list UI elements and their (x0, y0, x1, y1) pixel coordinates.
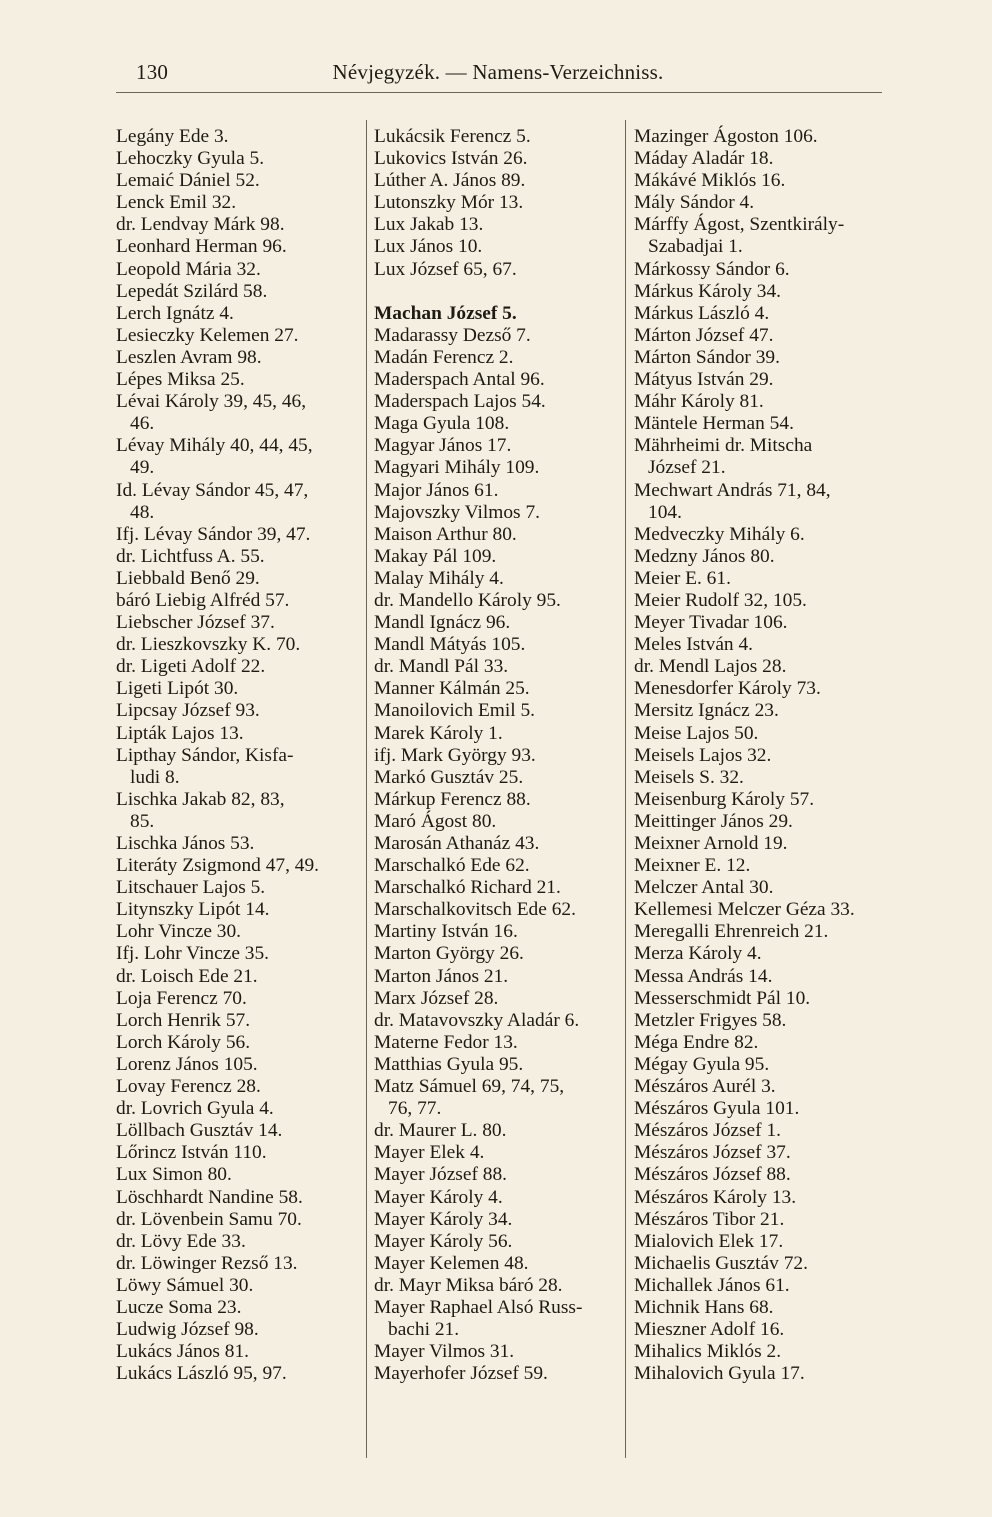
directory-entry: Michallek János 61. (634, 1274, 790, 1296)
directory-entry: Lenck Emil 32. (116, 192, 237, 214)
directory-entry: Ifj. Lévay Sándor 39, 47. (116, 523, 311, 545)
page-title: Névjegyzék. — Namens-Verzeichniss. (332, 60, 664, 84)
directory-entry: Lőrincz István 110. (116, 1142, 267, 1164)
directory-entry: Meixner Arnold 19. (634, 833, 788, 854)
directory-entry: Mandl Ignácz 96. (374, 612, 511, 634)
directory-entry: Löwy Sámuel 30. (116, 1274, 254, 1296)
directory-entry: Id. Lévay Sándor 45, 47, (116, 479, 309, 501)
directory-entry: Manner Kálmán 25. (374, 678, 530, 700)
directory-entry: Malay Mihály 4. (374, 567, 504, 589)
directory-entry-continuation: 104. (648, 501, 682, 523)
directory-entry: Mayer Károly 4. (374, 1186, 503, 1208)
directory-entry: Matthias Gyula 95. (374, 1053, 524, 1075)
directory-entry: Mayer József 88. (374, 1164, 507, 1186)
directory-entry: Löllbach Gusztáv 14. (116, 1120, 283, 1142)
directory-entry: Lucze Soma 23. (116, 1296, 242, 1318)
directory-entry: Marosán Athanáz 43. (374, 833, 540, 854)
directory-entry: Mandl Mátyás 105. (374, 634, 526, 656)
directory-entry: dr. Lichtfuss A. 55. (116, 545, 265, 567)
page-header (116, 56, 880, 86)
directory-entry: dr. Loisch Ede 21. (116, 965, 258, 987)
directory-entry: Melczer Antal 30. (634, 877, 774, 899)
directory-entry-continuation: Szabadjai 1. (648, 236, 743, 258)
directory-entry: Márton József 47. (634, 324, 774, 346)
directory-entry: Mátyus István 29. (634, 369, 774, 391)
directory-entry: Merza Károly 4. (634, 943, 762, 965)
directory-entry: Lesieczky Kelemen 27. (116, 324, 299, 346)
directory-column-2 (374, 126, 626, 1385)
directory-entry: Ludwig József 98. (116, 1319, 259, 1341)
directory-entry: Loja Ferencz 70. (116, 987, 247, 1009)
directory-entry: dr. Lovrich Gyula 4. (116, 1098, 274, 1120)
directory-entry: Markó Gusztáv 25. (374, 766, 524, 788)
directory-entry: Maison Arthur 80. (374, 523, 517, 545)
directory-entry: Mákávé Miklós 16. (634, 170, 786, 192)
directory-entry-continuation: 49. (130, 457, 155, 479)
directory-entry: Lischka Jakab 82, 83, (116, 788, 285, 810)
directory-entry: Mayer Raphael Alsó Russ- (374, 1296, 583, 1318)
directory-entry: Mészáros Gyula 101. (634, 1098, 800, 1120)
directory-entry: Madán Ferencz 2. (374, 346, 514, 368)
directory-entry: Lemaić Dániel 52. (116, 170, 260, 192)
directory-entry: Márton Sándor 39. (634, 346, 780, 368)
directory-entry: Michnik Hans 68. (634, 1296, 774, 1318)
directory-entry: dr. Ligeti Adolf 22. (116, 656, 266, 678)
directory-entry: Mayer Károly 56. (374, 1230, 513, 1252)
directory-entry: Manoilovich Emil 5. (374, 700, 536, 722)
directory-entry: Marek Károly 1. (374, 722, 503, 744)
directory-entry: Mersitz Ignácz 23. (634, 700, 779, 722)
directory-entry: Lux Jakab 13. (374, 214, 484, 236)
directory-entry: Leszlen Avram 98. (116, 346, 262, 368)
directory-entry: Méga Endre 82. (634, 1031, 759, 1053)
directory-entry: Marx József 28. (374, 987, 499, 1009)
directory-entry: Lux József 65, 67. (374, 258, 517, 280)
directory-entry: dr. Löwinger Rezső 13. (116, 1252, 298, 1274)
directory-entry: Lovay Ferencz 28. (116, 1076, 261, 1098)
directory-entry: dr. Mendl Lajos 28. (634, 656, 787, 678)
directory-entry: Litynszky Lipót 14. (116, 899, 270, 921)
directory-entry: Major János 61. (374, 479, 499, 501)
directory-entry: Liebbald Benő 29. (116, 567, 260, 589)
directory-entry: ifj. Mark György 93. (374, 744, 536, 766)
directory-entry: Matz Sámuel 69, 74, 75, (374, 1076, 565, 1098)
directory-entry: Lorenz János 105. (116, 1053, 258, 1075)
directory-entry-continuation: 85. (130, 810, 155, 832)
directory-entry: Marschalkó Ede 62. (374, 855, 530, 877)
directory-entry: Mayer Elek 4. (374, 1142, 485, 1164)
directory-entry: Mayer Vilmos 31. (374, 1341, 515, 1363)
directory-entry: Leopold Mária 32. (116, 258, 261, 280)
directory-entry: Machan József 5. (374, 302, 517, 324)
directory-entry: Marton János 21. (374, 965, 509, 987)
directory-entry: Meier Rudolf 32, 105. (634, 589, 807, 611)
directory-entry: dr. Maurer L. 80. (374, 1120, 507, 1142)
directory-entry: Mészáros József 1. (634, 1120, 782, 1142)
directory-entry: Meisels Lajos 32. (634, 744, 772, 766)
page-number: 130 (136, 60, 169, 84)
directory-entry: dr. Mayr Miksa báró 28. (374, 1274, 563, 1296)
directory-entry: Mégay Gyula 95. (634, 1053, 770, 1075)
directory-entry: Márkup Ferencz 88. (374, 788, 531, 810)
directory-entry: Meittinger János 29. (634, 810, 793, 832)
directory-entry: Ligeti Lipót 30. (116, 678, 239, 700)
directory-entry-continuation: ludi 8. (130, 766, 180, 788)
directory-entry: Marschalkó Richard 21. (374, 877, 561, 899)
directory-entry-continuation: 46. (130, 413, 155, 435)
directory-entry: dr. Mandl Pál 33. (374, 656, 509, 678)
directory-entry: Lehoczky Gyula 5. (116, 148, 265, 170)
directory-entry: báró Liebig Alfréd 57. (116, 589, 290, 611)
directory-entry: Maga Gyula 108. (374, 413, 510, 435)
directory-entry: Lukács László 95, 97. (116, 1363, 287, 1385)
directory-entry: Madarassy Dezső 7. (374, 324, 531, 346)
directory-entry: Meier E. 61. (634, 567, 731, 589)
directory-entry: dr. Mandello Károly 95. (374, 589, 561, 611)
directory-entry: Makay Pál 109. (374, 545, 497, 567)
directory-entry: Mihalics Miklós 2. (634, 1341, 782, 1363)
directory-entry: Maderspach Antal 96. (374, 369, 545, 391)
directory-entry: Mayer Kelemen 48. (374, 1252, 529, 1274)
directory-entry: Mály Sándor 4. (634, 192, 755, 214)
directory-entry: Lukovics István 26. (374, 148, 528, 170)
directory-entry: Messerschmidt Pál 10. (634, 987, 811, 1009)
directory-entry: Martiny István 16. (374, 921, 518, 943)
directory-entry: Messa András 14. (634, 965, 773, 987)
directory-entry: Lévai Károly 39, 45, 46, (116, 391, 307, 413)
directory-entry: Mährheimi dr. Mitscha (634, 435, 813, 457)
directory-entry: Mészáros József 37. (634, 1142, 791, 1164)
directory-entry: Magyari Mihály 109. (374, 457, 540, 479)
directory-entry: Lorch Henrik 57. (116, 1009, 251, 1031)
directory-entry: Mészáros Károly 13. (634, 1186, 797, 1208)
directory-entry: Márkossy Sándor 6. (634, 258, 790, 280)
directory-entry: Magyar János 17. (374, 435, 512, 457)
directory-entry: Meixner E. 12. (634, 855, 751, 877)
directory-entry: Medzny János 80. (634, 545, 775, 567)
directory-entry-continuation: József 21. (648, 457, 726, 479)
directory-entry: Lipcsay József 93. (116, 700, 260, 722)
directory-entry: Liebscher József 37. (116, 612, 275, 634)
directory-entry: Máday Aladár 18. (634, 148, 774, 170)
directory-entry: Mészáros József 88. (634, 1164, 791, 1186)
directory-column-1 (116, 126, 366, 1385)
column-divider (366, 120, 367, 1458)
directory-entry: Mayer Károly 34. (374, 1208, 513, 1230)
directory-entry: Lévay Mihály 40, 44, 45, (116, 435, 313, 457)
directory-entry: Mieszner Adolf 16. (634, 1319, 785, 1341)
directory-entry: Löschhardt Nandine 58. (116, 1186, 303, 1208)
directory-entry: Lúther A. János 89. (374, 170, 526, 192)
directory-entry-continuation: 48. (130, 501, 155, 523)
directory-entry: Mihalovich Gyula 17. (634, 1363, 805, 1385)
directory-entry: Mayerhofer József 59. (374, 1363, 548, 1385)
directory-entry: Lerch Ignátz 4. (116, 302, 234, 324)
directory-entry: Lux Simon 80. (116, 1164, 232, 1186)
directory-entry: Lipták Lajos 13. (116, 722, 244, 744)
directory-entry: Maró Ágost 80. (374, 810, 497, 832)
directory-entry: dr. Lieszkovszky K. 70. (116, 634, 301, 656)
directory-entry: Metzler Frigyes 58. (634, 1009, 787, 1031)
directory-entry: Materne Fedor 13. (374, 1031, 518, 1053)
directory-entry: Mazinger Ágoston 106. (634, 126, 818, 147)
directory-entry: Lipthay Sándor, Kisfa- (116, 744, 294, 766)
directory-entry: Márffy Ágost, Szentkirály- (634, 214, 845, 236)
directory-entry: Legány Ede 3. (116, 126, 229, 147)
directory-entry: Mäntele Herman 54. (634, 413, 794, 435)
directory-entry: Maderspach Lajos 54. (374, 391, 546, 413)
directory-entry: Lorch Károly 56. (116, 1031, 251, 1053)
directory-entry: Leonhard Herman 96. (116, 236, 287, 258)
directory-entry: dr. Matavovszky Aladár 6. (374, 1009, 580, 1031)
directory-entry-continuation: bachi 21. (388, 1319, 460, 1341)
directory-entry: Márkus Károly 34. (634, 280, 782, 302)
directory-entry: dr. Lövenbein Samu 70. (116, 1208, 302, 1230)
directory-entry: Medveczky Mihály 6. (634, 523, 805, 545)
directory-entry: Lux János 10. (374, 236, 483, 258)
directory-entry: Litschauer Lajos 5. (116, 877, 266, 899)
directory-entry: Literáty Zsigmond 47, 49. (116, 855, 320, 877)
directory-entry: Lohr Vincze 30. (116, 921, 242, 943)
directory-entry: Lutonszky Mór 13. (374, 192, 524, 214)
column-divider (625, 120, 626, 1458)
directory-entry: Lépes Miksa 25. (116, 369, 245, 391)
directory-entry: Kellemesi Melczer Géza 33. (634, 899, 855, 921)
directory-entry: dr. Lövy Ede 33. (116, 1230, 246, 1252)
directory-entry: Marschalkovitsch Ede 62. (374, 899, 576, 921)
directory-entry: Marton György 26. (374, 943, 524, 965)
directory-entry: dr. Lendvay Márk 98. (116, 214, 285, 236)
directory-entry: Márkus László 4. (634, 302, 770, 324)
directory-entry: Meisenburg Károly 57. (634, 788, 815, 810)
directory-entry: Lepedát Szilárd 58. (116, 280, 268, 302)
directory-entry-continuation: 76, 77. (388, 1098, 442, 1120)
directory-entry: Majovszky Vilmos 7. (374, 501, 540, 523)
directory-entry: Máhr Károly 81. (634, 391, 764, 413)
directory-entry: Meise Lajos 50. (634, 722, 759, 744)
directory-column-3 (634, 126, 896, 1385)
directory-entry: Meyer Tivadar 106. (634, 612, 788, 634)
directory-entry: Lischka János 53. (116, 833, 255, 854)
directory-entry: Meles István 4. (634, 634, 754, 656)
directory-entry: Menesdorfer Károly 73. (634, 678, 821, 700)
directory-entry: Lukács János 81. (116, 1341, 250, 1363)
directory-entry: Mialovich Elek 17. (634, 1230, 784, 1252)
directory-entry: Meregalli Ehrenreich 21. (634, 921, 829, 943)
directory-entry: Mészáros Tibor 21. (634, 1208, 785, 1230)
directory-entry: Mészáros Aurél 3. (634, 1076, 776, 1098)
directory-entry: Ifj. Lohr Vincze 35. (116, 943, 270, 965)
directory-entry: Lukácsik Ferencz 5. (374, 126, 531, 147)
directory-entry: Michaelis Gusztáv 72. (634, 1252, 808, 1274)
header-rule (116, 92, 882, 93)
directory-entry: Meisels S. 32. (634, 766, 744, 788)
directory-entry: Mechwart András 71, 84, (634, 479, 831, 501)
